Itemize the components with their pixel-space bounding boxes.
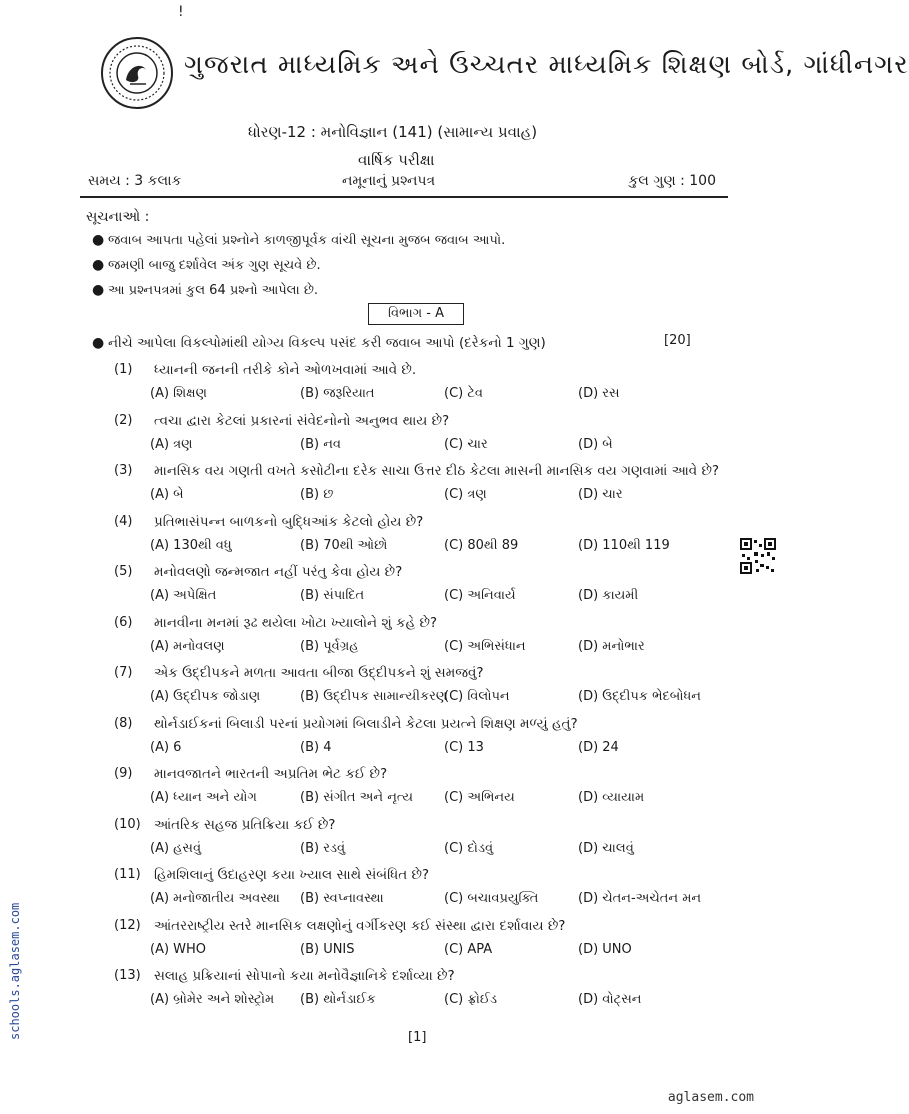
question-text: મનોવલણો જન્મજાત નહીં પરંતુ કેવા હોય છે? (154, 564, 403, 580)
question-text: સલાહ પ્રક્રિયાનાં સોપાનો કયા મનોવૈજ્ઞાનિકે દર્શાવ્યા છે? (154, 968, 455, 984)
question-number: (9) (114, 766, 133, 781)
watermark: aglasem.com (667, 1090, 754, 1105)
board-seal-icon (100, 36, 174, 110)
answer-option: (D) ઉદ્દીપક ભેદબોધન (578, 689, 701, 704)
bullet-icon: ● (92, 282, 105, 298)
answer-option: (B) UNIS (300, 941, 355, 957)
question-text: માનવજાતને ભારતની અપ્રતિમ ભેટ કઈ છે? (154, 766, 388, 782)
answer-option: (A) બ્રોમેર અને શોસ્ટ્રોમ (150, 992, 275, 1007)
answer-option: (C) અભિનય (444, 790, 515, 805)
answer-option: (D) મનોભાર (578, 638, 645, 654)
question-number: (12) (114, 917, 141, 933)
answer-option: (C) અભિસંધાન (444, 638, 526, 654)
answer-option: (D) રસ (578, 386, 620, 401)
side-watermark: schools.aglasem.com (8, 902, 22, 1040)
answer-option: (A) ધ્યાન અને યોગ (150, 790, 257, 805)
answer-option: (B) પૂર્વગ્રહ (300, 638, 359, 654)
question-number: (6) (114, 614, 133, 630)
paper-type: નમૂનાનું પ્રશ્નપત્ર (342, 173, 436, 189)
exam-name: વાર્ષિક પરીક્ષા (358, 151, 435, 169)
answer-option: (D) ચાર (578, 487, 623, 502)
question-number: (4) (114, 513, 133, 529)
answer-option: (B) સંપાદિત (300, 588, 365, 603)
question-number: (8) (114, 715, 133, 731)
question-text: ધ્યાનની જનની તરીકે કોને ઓળખવામાં આવે છે. (154, 362, 417, 378)
question-text: માનસિક વય ગણતી વખતે કસોટીના દરેક સાચા ઉત્તર દીઠ કેટલા માસની માનસિક વય ગણવામાં આવે છે? (154, 463, 720, 479)
answer-option: (A) 130થી વધુ (150, 537, 232, 553)
instruction-item: ● જવાબ આપતા પહેલાં પ્રશ્નોને કાળજીપૂર્વક વાંચી સૂચના મુજબ જવાબ આપો. (92, 232, 506, 248)
answer-option: (B) છ (300, 487, 334, 502)
bullet-icon: ● (92, 257, 105, 273)
question-number: (7) (114, 665, 133, 680)
answer-option: (C) APA (444, 941, 493, 957)
board-title: ગુજરાત માધ્યમિક અને ઉચ્ચતર માધ્યમિક શિક્ષણ બોર્ડ, ગાંધીનગર (184, 50, 909, 80)
answer-option: (A) મનોવલણ (150, 638, 225, 654)
answer-option: (C) ટેવ (444, 386, 484, 401)
question-number: (13) (114, 968, 141, 983)
answer-option: (A) 6 (150, 739, 182, 755)
subject-line: ધોરણ-12 : મનોવિજ્ઞાન (141) (સામાન્ય પ્રવાહ) (248, 123, 538, 141)
answer-option: (C) દોડવું (444, 840, 494, 856)
answer-option: (C) બચાવપ્રયુક્તિ (444, 891, 539, 906)
section-label: વિભાગ - A (368, 303, 464, 325)
answer-option: (B) જરૂરિયાત (300, 386, 375, 401)
section-directive: ● નીચે આપેલા વિકલ્પોમાંથી યોગ્ય વિકલ્પ પસંદ કરી જવાબ આપો (દરેકનો 1 ગુણ) [20] (92, 333, 691, 351)
answer-option: (D) ચેતન-અચેતન મન (578, 891, 702, 906)
question-text: માનવીના મનમાં રૂઢ થયેલા ખોટા ખ્યાલોને શું કહે છે? (154, 614, 438, 631)
answer-option: (D) UNO (578, 941, 632, 957)
question-number: (11) (114, 867, 141, 882)
answer-option: (D) 24 (578, 739, 619, 755)
question-number: (3) (114, 463, 133, 478)
answer-option: (C) ત્રણ (444, 487, 487, 502)
question-number: (2) (114, 412, 133, 428)
answer-option: (A) ત્રણ (150, 436, 193, 452)
answer-option: (C) ફ્રોઈડ (444, 992, 498, 1007)
page-number: [1] (408, 1030, 427, 1045)
instruction-item: ● જમણી બાજુ દર્શાવેલ અંક ગુણ સૂચવે છે. (92, 257, 321, 273)
answer-option: (C) 13 (444, 739, 484, 755)
answer-option: (B) રડવું (300, 840, 346, 856)
answer-option: (C) ચાર (444, 436, 488, 452)
answer-option: (A) WHO (150, 941, 207, 957)
question-text: આંતરિક સહજ પ્રતિક્રિયા કઈ છે? (154, 816, 336, 833)
answer-option: (C) 80થી 89 (444, 537, 519, 553)
answer-option: (C) વિલોપન (444, 689, 510, 704)
time-allowed: સમય : 3 કલાક (88, 173, 182, 189)
answer-option: (B) થોર્નડાઈક (300, 992, 376, 1007)
question-text: પ્રતિભાસંપન્ન બાળકનો બુદ્ધિઆંક કેટલો હોય છે? (154, 513, 424, 530)
answer-option: (C) અનિવાર્ય (444, 588, 516, 603)
answer-option: (A) ઉદ્દીપક જોડાણ (150, 689, 261, 704)
answer-option: (D) ચાલવું (578, 840, 634, 856)
answer-option: (B) નવ (300, 436, 341, 452)
question-number: (1) (114, 362, 133, 377)
answer-option: (D) વોટ્સન (578, 992, 642, 1007)
bullet-icon: ● (92, 232, 105, 248)
question-number: (10) (114, 816, 141, 832)
answer-option: (D) 110થી 119 (578, 537, 670, 553)
question-text: હિમશિલાનું ઉદાહરણ કયા ખ્યાલ સાથે સંબંધિત છે? (154, 867, 430, 883)
answer-option: (B) સ્વપ્નાવસ્થા (300, 891, 384, 906)
question-text: થોર્નડાઈકનાં બિલાડી પરનાં પ્રયોગમાં બિલાડીને કેટલા પ્રયત્ને શિક્ષણ મળ્યું હતું? (154, 715, 578, 732)
answer-option: (B) સંગીત અને નૃત્ય (300, 790, 413, 805)
instruction-item: ● આ પ્રશ્નપત્રમાં કુલ 64 પ્રશ્નો આપેલા છે. (92, 282, 318, 298)
question-text: એક ઉદ્દીપકને મળતા આવતા બીજા ઉદ્દીપકને શું સમજવું? (154, 665, 484, 681)
instructions-title: સૂચનાઓ : (86, 209, 150, 225)
header-divider (80, 196, 728, 198)
answer-option: (A) અપેક્ષિત (150, 588, 217, 603)
bullet-icon: ● (92, 335, 105, 351)
answer-option: (B) 4 (300, 739, 332, 755)
answer-option: (D) બે (578, 436, 613, 452)
corner-mark: ! (178, 4, 184, 20)
question-number: (5) (114, 564, 133, 579)
qr-code-icon (740, 538, 776, 574)
answer-option: (A) મનોજાતીય અવસ્થા (150, 891, 280, 906)
answer-option: (B) 70થી ઓછો (300, 537, 388, 553)
question-text: આંતરરાષ્ટ્રીય સ્તરે માનસિક લક્ષણોનું વર્ગીકરણ કઈ સંસ્થા દ્વારા દર્શાવાય છે? (154, 917, 566, 934)
answer-option: (D) વ્યાયામ (578, 790, 645, 805)
answer-option: (A) બે (150, 487, 184, 502)
answer-option: (B) ઉદ્દીપક સામાન્યીકરણ (300, 689, 448, 704)
total-marks: કુલ ગુણ : 100 (628, 173, 716, 189)
paper-meta-row (88, 173, 716, 195)
question-text: ત્વચા દ્વારા કેટલાં પ્રકારનાં સંવેદનોનો અનુભવ થાય છે? (154, 412, 450, 429)
answer-option: (A) હસવું (150, 840, 202, 856)
answer-option: (A) શિક્ષણ (150, 386, 207, 401)
answer-option: (D) કાયમી (578, 588, 639, 603)
section-marks: [20] (664, 333, 691, 348)
